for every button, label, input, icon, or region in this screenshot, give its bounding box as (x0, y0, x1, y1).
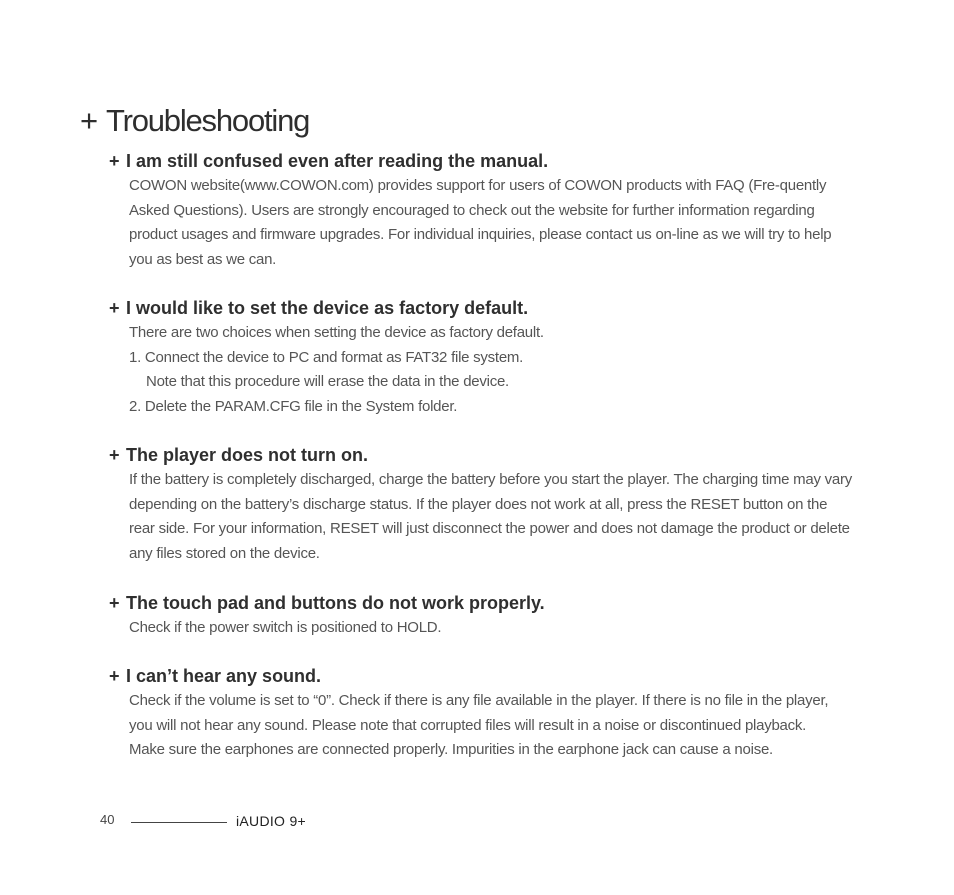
section-body (129, 174, 854, 272)
page-footer (100, 812, 360, 832)
section-paragraph: Check if the power switch is positioned to HOLD. (129, 619, 442, 636)
section-heading (109, 664, 854, 688)
footer-divider (131, 822, 227, 823)
page-title (80, 103, 309, 139)
section-plus-marker: + (109, 298, 120, 318)
list-item-format: 1. Connect the device to PC and format as FAT32 file system. (129, 348, 524, 366)
list-item-delete: 2. Delete the PARAM.CFG file in the System folder. (129, 397, 458, 415)
section-heading (109, 591, 854, 615)
section-paragraph: If the battery is completely discharged, charge the battery before you start the player. The charging time may vary depending on the battery’s discharge status. If the player does not work at all, press the RESET button on the rear side. For your information, RESET will just disconnect the power and does not damage the product or delete any files stored on the device. (129, 471, 853, 562)
title-plus-marker: + (80, 103, 99, 138)
faq-section-no-sound (109, 664, 854, 763)
intro-line: There are two choices when setting the device as factory default. (129, 324, 544, 341)
section-heading-text: The touch pad and buttons do not work properly. (126, 593, 545, 613)
product-name: iAUDIO 9+ (236, 813, 306, 829)
section-body (129, 689, 834, 763)
faq-section-manual-confusion (109, 149, 854, 272)
section-heading-text: I can’t hear any sound. (126, 666, 322, 686)
section-plus-marker: + (109, 593, 120, 613)
section-plus-marker: + (109, 151, 120, 171)
section-plus-marker: + (109, 666, 120, 686)
faq-section-touch-pad (109, 591, 854, 641)
section-heading (109, 296, 854, 320)
section-paragraph: Check if the volume is set to “0”. Check if there is any file available in the player. If there is no file in the player, you will not hear any sound. Please note that corrupted files will result in a noise or discontinued playback. Make sure the earphones are connected properly. Impurities in the earphone jack can cause a noise. (129, 692, 829, 758)
section-heading (109, 443, 854, 467)
section-heading-text: The player does not turn on. (126, 445, 369, 465)
section-body (129, 321, 854, 419)
section-paragraph: COWON website(www.COWON.com) provides support for users of COWON products with FAQ (Fre-quently Asked Questions). Users are strongly encouraged to check out the website for further information regarding product usages and firmware upgrades. For individual inquiries, please contact us on-line as we will try to help you as best as we can. (129, 177, 832, 268)
section-body (129, 616, 854, 641)
section-heading (109, 149, 854, 173)
faq-section-no-power (109, 443, 854, 566)
page-number: 40 (100, 812, 115, 827)
section-body (129, 468, 854, 566)
page-title-text: Troubleshooting (106, 103, 310, 138)
section-heading-text: I am still confused even after reading the manual. (126, 151, 549, 171)
section-plus-marker: + (109, 445, 120, 465)
section-heading-text: I would like to set the device as factory default. (126, 298, 529, 318)
list-item-note: Note that this procedure will erase the data in the device. (146, 373, 509, 390)
faq-section-factory-default (109, 296, 854, 419)
